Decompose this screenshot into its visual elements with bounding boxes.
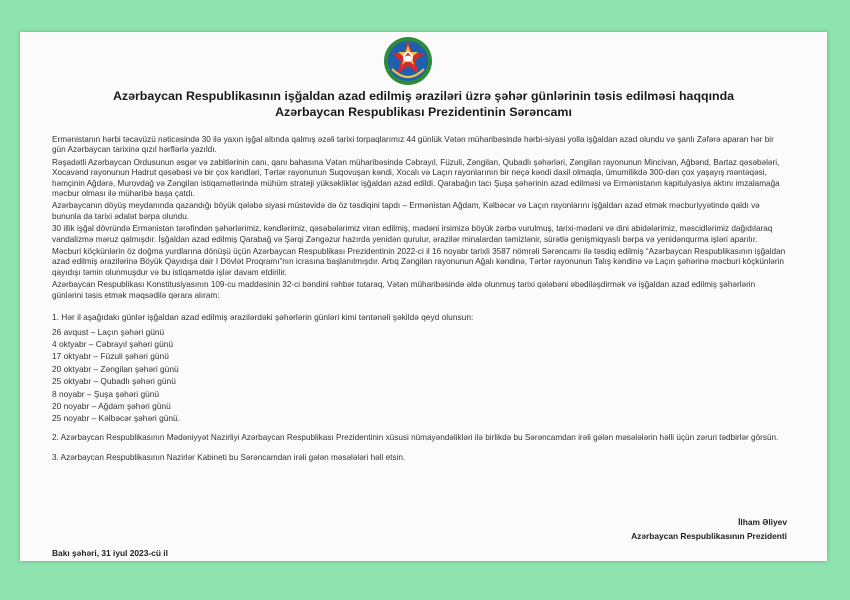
paragraph: Azərbaycanın döyüş meydanında qazandığı böyük qələbə siyasi müstəvidə də öz təsdiqini tapdı – Ermənistan Ağdam, Kəlbəcər və Laçın rayonlarını işğaldan azad etmək məcburiyyətində qaldı və bununla da tarixi ədalət bərpa olundu. bbox=[52, 201, 760, 221]
document-page bbox=[20, 32, 827, 561]
decree-item-2: 2. Azərbaycan Respublikasının Mədəniyyət Nazirliyi Azərbaycan Respublikası Prezidentinin xüsusi nümayəndəlikləri ilə birlikdə bu Sərəncamdan irəli gələn məsələlərin həlli üçün zəruri tədbirlər görsün. bbox=[52, 432, 779, 442]
city-days-list bbox=[52, 326, 787, 425]
city-day-item: 26 avqust – Laçın şəhəri günü bbox=[52, 326, 165, 337]
document-body bbox=[52, 135, 787, 466]
city-day-item: 8 noyabr – Şuşa şəhəri günü bbox=[52, 388, 160, 399]
signer-name: İlham Əliyev bbox=[738, 517, 787, 527]
place-date: Bakı şəhəri, 31 iyul 2023-cü il bbox=[52, 548, 168, 558]
city-day-item: 4 oktyabr – Cəbrayıl şəhəri günü bbox=[52, 338, 174, 349]
paragraph: Rəşadətli Azərbaycan Ordusunun əsgər və zabitlərinin canı, qanı bahasına Vətən müharibəsində Cəbrayıl, Füzuli, Zəngilan, Qubadlı şəhərləri, Zəngilan rayonunun Mincivan, Ağbənd, Bartaz qəsəbələri, Xocavənd rayonunun Hadrut qəsəbəsi və bir çox kəndləri, Tərtər rayonunun Suqovuşan kəndi, Xocalı və Laçın rayonlarının bir neçə kəndi daxil olmaqla, ümumilikdə 300-dən çox yaşayış məntəqəsi, həmçinin Ağdərə, Murovdağ və Zəngilan istiqamətlərində mühüm strateji yüksəkliklər işğaldan azad edildi. Qarabağın tacı Şuşa şəhərinin azad edilməsi və Ermənistanın kapitulyasiya aktını imzalamağa məcbur olması ilə müharibə başa çatdı. bbox=[52, 157, 780, 199]
city-day-item: 25 oktyabr – Qubadlı şəhəri günü bbox=[52, 376, 176, 387]
title-line-1: Azərbaycan Respublikasının işğaldan azad edilmiş əraziləri üzrə şəhər günlərinin təsis edilməsi haqqında bbox=[112, 89, 735, 103]
decree-item-1: 1. Hər il aşağıdakı günlər işğaldan azad edilmiş ərazilərdəki şəhərlərin günləri kimi təntənəli şəkildə qeyd olunsun: bbox=[52, 312, 474, 323]
city-day-item: 20 oktyabr – Zəngilan şəhəri günü bbox=[52, 363, 179, 374]
paragraph: 30 illik işğal dövründə Ermənistan tərəfindən şəhərlərimiz, kəndlərimiz, qəsəbələrimiz viran edilmiş, mədəni irsimizə böyük zərbə vurulmuş, tarixi-mədəni və dini abidələrimiz, məscidlərimiz dağıdılaraq vandalizmə məruz qalmışdır. İşğaldan azad edilmiş Qarabağ və Şərqi Zəngəzur hazırda yenidən qurulur, ərazilər minalardan təmizlənir, sürətlə genişmiqyaslı bərpa və yenidənqurma işləri aparılır. bbox=[52, 224, 773, 244]
paragraph: Azərbaycan Respublikası Konstitusiyasının 109-cu maddəsinin 32-ci bəndini rəhbər tutaraq, Vətən müharibəsində əldə olunmuş tarixi qələbəni əbədiləşdirmək və işğaldan azad edilmiş şəhərlərin günlərini təsis etmək məqsədilə qərara alıram: bbox=[52, 280, 756, 300]
document-title bbox=[50, 88, 797, 120]
city-day-item: 20 noyabr – Ağdam şəhəri günü bbox=[52, 400, 171, 411]
signature-block bbox=[631, 515, 787, 543]
signer-title: Azərbaycan Respublikasının Prezidenti bbox=[631, 531, 787, 541]
city-day-item: 25 noyabr – Kəlbəcər şəhəri günü. bbox=[52, 413, 181, 424]
paragraph: Məcburi köçkünlərin öz doğma yurdlarına dönüşü üçün Azərbaycan Respublikası Prezidentinin 2022-ci il 16 noyabr tarixli 3587 nömrəli Sərəncamı ilə təsdiq edilmiş “Azərbaycan Respublikasının işğaldan azad edilmiş ərazilərinə Böyük Qayıdışa dair I Dövlət Proqramı”nın icrasına başlanılmışdır. Artıq Zəngilan rayonunun Ağalı kəndinə, Tərtər rayonunun Talış kəndinə və Laçın şəhərinə məcburi köçkünlərin qayıdışı təmin olunmuşdur və bu istiqamətdə işlər davam etdirilir. bbox=[52, 247, 786, 277]
city-day-item: 17 oktyabr – Füzuli şəhəri günü bbox=[52, 351, 169, 362]
title-line-2: Azərbaycan Respublikası Prezidentinin Sərəncamı bbox=[275, 105, 572, 119]
decree-item-3: 3. Azərbaycan Respublikasının Nazirlər Kabineti bu Sərəncamdan irəli gələn məsələləri həll etsin. bbox=[52, 453, 406, 463]
state-emblem-icon bbox=[382, 35, 434, 87]
paragraph: Ermənistanın hərbi təcavüzü nəticəsində 30 ilə yaxın işğal altında qalmış əzəli tarixi torpaqlarımız 44 günlük Vətən müharibəsində hərbi-siyasi yolla işğaldan azad olundu və şanlı Zəfərə aparan hər bir gün Azərbaycan tarixinə qızıl hərflərlə yazıldı. bbox=[52, 135, 774, 155]
